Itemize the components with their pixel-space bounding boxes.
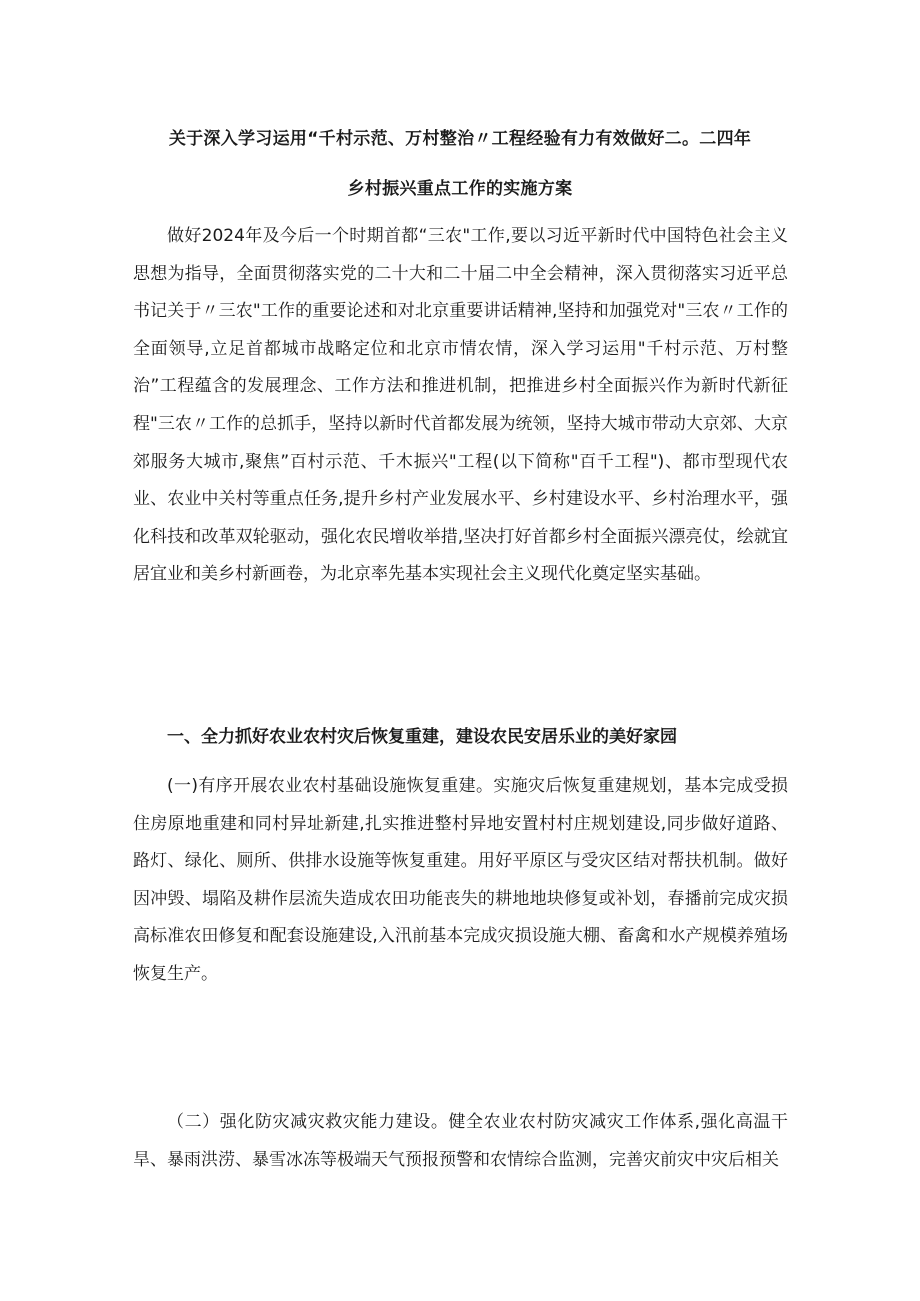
- section-1-item-2-paragraph: （二）强化防灾减灾救灾能力建设。健全农业农村防灾减灾工作体系,强化高温干旱、暴雨洪涝、暴雪冰冻等极端天气预报预警和农情综合监测，完善灾前灾中灾后相关: [133, 1112, 788, 1170]
- intro-paragraph: 做好2024年及今后一个时期首都“三农"工作,要以习近平新时代中国特色社会主义思想为指导，全面贯彻落实党的二十大和二十届二中全会精神，深入贯彻落实习近平总书记关于〃三农"工作的重要论述和对北京重要讲话精神,坚持和加强党对"三农〃工作的全面领导,立足首都城市战略定位和北京市情农情，深入学习运用"千村示范、万村整治”工程蕴含的发展理念、工作方法和推进机制，把推进乡村全面振兴作为新时代新征程"三农〃工作的总抓手，坚持以新时代首都发展为统领，坚持大城市带动大京郊、大京郊服务大城市,聚焦”百村示范、千木振兴"工程(以下简称"百千工程")、都市型现代农业、农业中关村等重点任务,提升乡村产业发展水平、乡村建设水平、乡村治理水平，强化科技和改革双轮驱动，强化农民增收举措,坚决打好首都乡村全面振兴漂亮仗，绘就宜居宜业和美乡村新画卷，为北京率先基本实现社会主义现代化奠定坚实基础。: [133, 226, 788, 585]
- document-title-line-2: 乡村振兴重点工作的实施方案: [347, 179, 573, 199]
- document-title-line-1: 关于深入学习运用“千村示范、万村整治〃工程经验有力有效做好二。二四年: [168, 129, 752, 149]
- section-1-heading: 一、全力抓好农业农村灾后恢复重建，建设农民安居乐业的美好家园: [167, 727, 677, 747]
- section-1-item-1-paragraph: (一)有序开展农业农村基础设施恢复重建。实施灾后恢复重建规划，基本完成受损住房原地重建和同村异址新建,扎实推进整村异地安置村村庄规划建设,同步做好道路、路灯、绿化、厕所、供排水设施等恢复重建。用好平原区与受灾区结对帮扶机制。做好因冲毁、塌陷及耕作层流失造成农田功能丧失的耕地地块修复或补划，春播前完成灾损高标准农田修复和配套设施建设,入汛前基本完成灾损设施大棚、畜禽和水产规模养殖场恢复生产。: [133, 776, 788, 984]
